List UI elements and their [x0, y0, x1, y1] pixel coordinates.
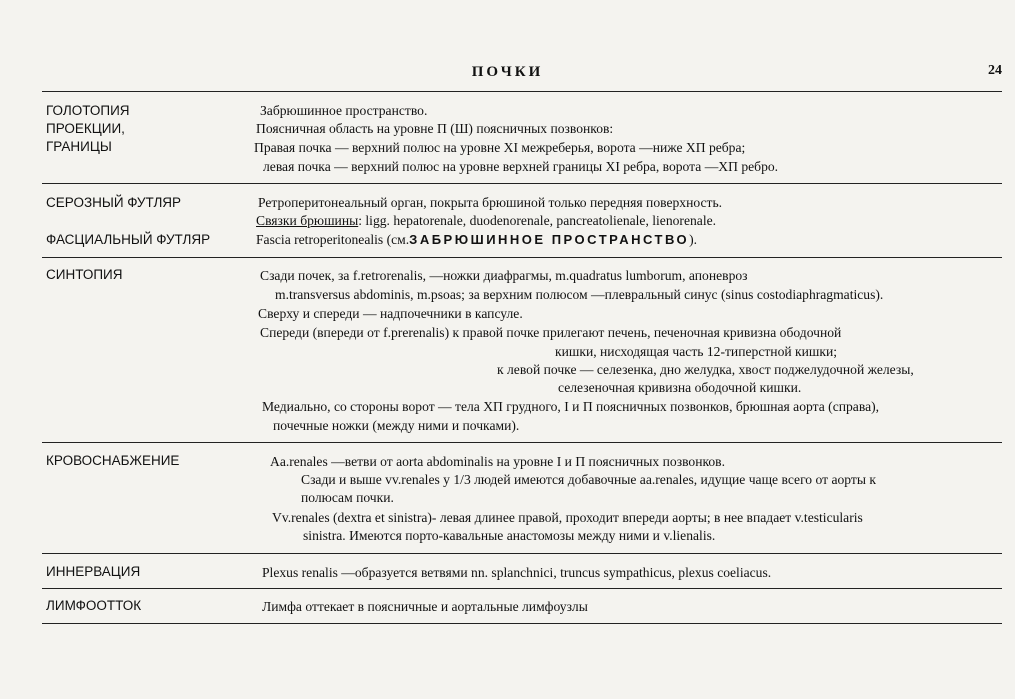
- holotopia-line: левая почка — верхний полюс на уровне верхней границы XI ребра, ворота —ХП ребро.: [263, 159, 779, 174]
- serous-ligaments-line: [256, 212, 716, 229]
- syntopy-line: Сзади почек, за f.retrorenalis, —ножки диафрагмы, m.quadratus lumborum, апоневроз: [260, 268, 748, 283]
- label-holotopia: ГОЛОТОПИЯ: [46, 103, 130, 118]
- label-projections: ПРОЕКЦИИ,: [46, 121, 125, 136]
- syntopy-line: Спереди (впереди от f.prerenalis) к правой почке прилегают печень, печеночная кривизна ободочной: [260, 325, 842, 340]
- holotopia-line: Поясничная область на уровне П (Ш) поясничных позвонков:: [256, 121, 614, 136]
- blood-line: полюсам почки.: [301, 490, 394, 505]
- label-serous-sheath: СЕРОЗНЫЙ ФУТЛЯР: [46, 195, 182, 210]
- divider-innervation: [42, 588, 1002, 589]
- blood-line: sinistra. Имеются порто-кавальные анастомозы между ними и v.lienalis.: [303, 528, 716, 543]
- blood-line: Aa.renales —ветви от aorta abdominalis на уровне I и П поясничных позвонков.: [270, 454, 725, 469]
- label-lymph-outflow: ЛИМФООТТОК: [46, 598, 142, 613]
- fascial-reference: ЗАБРЮШИННОЕ ПРОСТРАНСТВО: [409, 232, 690, 247]
- blood-line: Vv.renales (dextra et sinistra)- левая длинее правой, проходит впереди аорты; в нее впадает v.testicularis: [272, 510, 863, 525]
- syntopy-line: селезеночная кривизна ободочной кишки.: [558, 380, 802, 395]
- lymph-text: Лимфа оттекает в поясничные и аортальные лимфоузлы: [262, 599, 588, 614]
- divider-bottom: [42, 623, 1002, 624]
- holotopia-line: Забрюшинное пространство.: [260, 103, 428, 118]
- syntopy-line: кишки, нисходящая часть 12-типерстной кишки;: [555, 344, 838, 359]
- syntopy-line: почечные ножки (между ними и почками).: [273, 418, 520, 433]
- holotopia-line: Правая почка — верхний полюс на уровне XI межреберья, ворота —ниже ХП ребра;: [254, 140, 746, 155]
- divider-sheaths: [42, 257, 1002, 258]
- fascial-text: Fascia retroperitonealis (см.: [256, 232, 410, 247]
- syntopy-line: к левой почке — селезенка, дно желудка, хвост поджелудочной железы,: [497, 362, 914, 377]
- blood-line: Сзади и выше vv.renales у 1/3 людей имеются добавочные aa.renales, идущие чаще всего от аорты к: [301, 472, 876, 487]
- syntopy-line: Медиально, со стороны ворот — тела ХП грудного, I и П поясничных позвонков, брюшная аорта (справа),: [262, 399, 880, 414]
- label-blood-supply: КРОВОСНАБЖЕНИЕ: [46, 453, 180, 468]
- divider-syntopy: [42, 442, 1002, 443]
- innervation-text: Plexus renalis —образуется ветвями nn. splanchnici, truncus sympathicus, plexus coeliacus.: [262, 565, 772, 580]
- label-syntopy: СИНТОПИЯ: [46, 267, 123, 282]
- label-borders: ГРАНИЦЫ: [46, 139, 112, 154]
- label-fascial-sheath: ФАСЦИАЛЬНЫЙ ФУТЛЯР: [46, 232, 211, 247]
- divider-top: [42, 91, 1002, 92]
- ligaments-list: : ligg. hepatorenale, duodenorenale, pancreatolienale, lienorenale.: [358, 213, 717, 228]
- page-title: ПОЧКИ: [471, 64, 544, 80]
- fascial-text-end: ).: [689, 232, 698, 247]
- syntopy-line: Сверху и спереди — надпочечники в капсуле.: [258, 306, 523, 321]
- ligaments-heading: Связки брюшины: [256, 213, 359, 228]
- divider-holotopia: [42, 183, 1002, 184]
- divider-blood: [42, 553, 1002, 554]
- syntopy-line: m.transversus abdominis, m.psoas; за верхним полюсом —плевральный синус (sinus costodiaphragmaticus).: [275, 287, 884, 302]
- page-number: 24: [988, 63, 1002, 78]
- fascial-line: [256, 231, 697, 248]
- serous-line: Ретроперитонеальный орган, покрыта брюшиной только передняя поверхность.: [258, 195, 723, 210]
- label-innervation: ИННЕРВАЦИЯ: [46, 564, 141, 579]
